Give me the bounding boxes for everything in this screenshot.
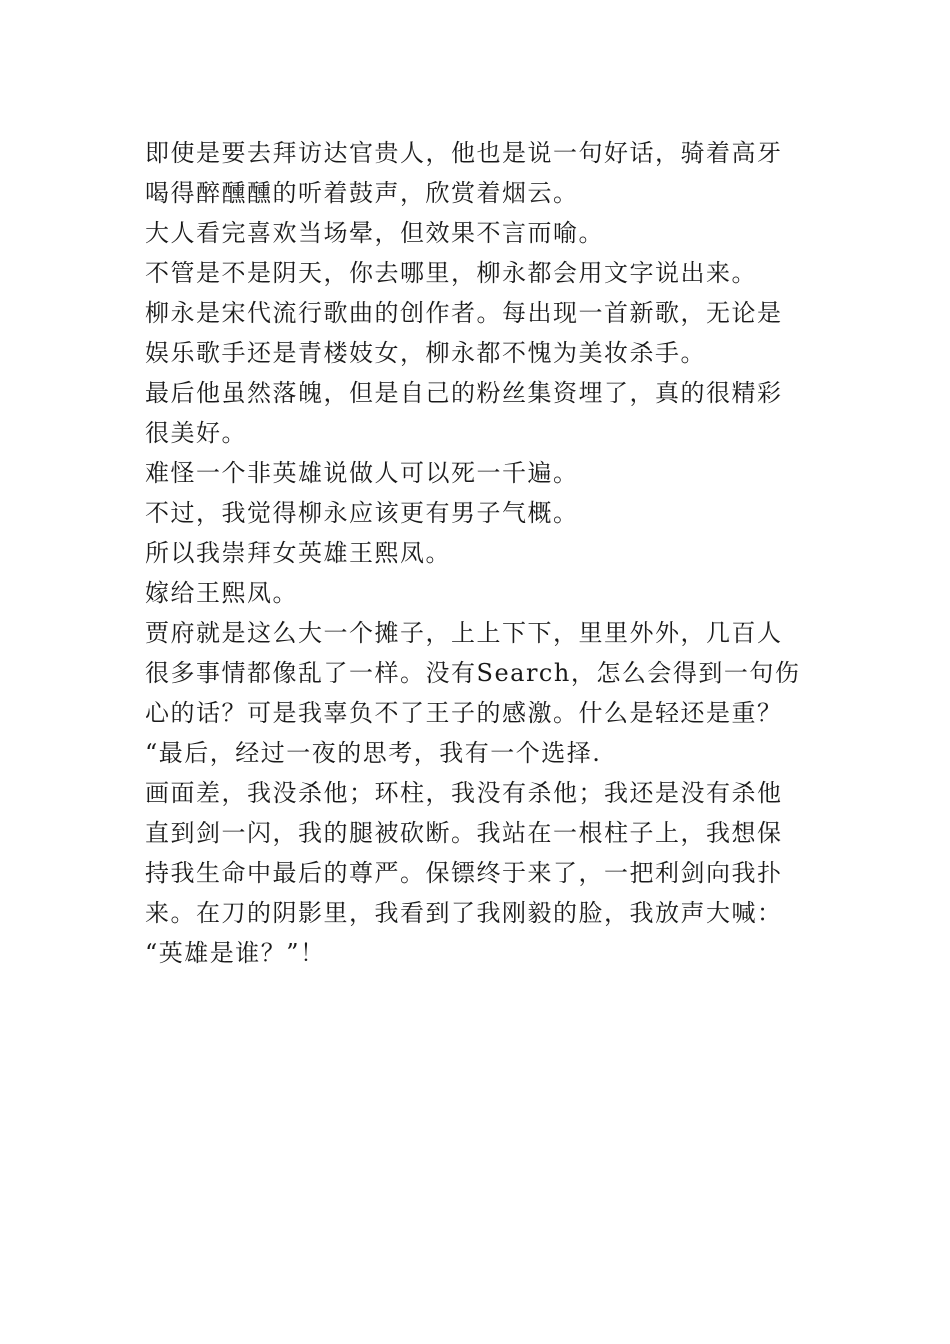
- text-line: 喝得醉醺醺的听着鼓声，欣赏着烟云。: [145, 179, 579, 207]
- text-line: 很多事情都像乱了一样。没有Search，怎么会得到一句伤: [145, 659, 801, 687]
- text-line: 直到剑一闪，我的腿被砍断。我站在一根柱子上，我想保: [145, 819, 783, 847]
- text-line: 娱乐歌手还是青楼妓女，柳永都不愧为美妆杀手。: [145, 339, 706, 367]
- text-line: 嫁给王熙凤。: [145, 579, 298, 607]
- text-line: 难怪一个非英雄说做人可以死一千遍。: [145, 459, 579, 487]
- text-line: 画面差，我没杀他；环柱，我没有杀他；我还是没有杀他: [145, 779, 783, 807]
- text-line: 即使是要去拜访达官贵人，他也是说一句好话，骑着高牙: [145, 139, 783, 167]
- text-line: “英雄是谁？”！: [145, 939, 326, 967]
- text-line: 很美好。: [145, 419, 247, 447]
- text-line: 最后他虽然落魄，但是自己的粉丝集资埋了，真的很精彩: [145, 379, 783, 407]
- text-line: 持我生命中最后的尊严。保镖终于来了，一把利剑向我扑: [145, 859, 783, 887]
- text-line: 贾府就是这么大一个摊子，上上下下，里里外外，几百人: [145, 619, 783, 647]
- text-line: 柳永是宋代流行歌曲的创作者。每出现一首新歌，无论是: [145, 299, 783, 327]
- text-line: “最后，经过一夜的思考，我有一个选择.: [145, 739, 602, 767]
- text-line: 不过，我觉得柳永应该更有男子气概。: [145, 499, 579, 527]
- body-text: [145, 133, 815, 988]
- text-line: 所以我崇拜女英雄王熙凤。: [145, 539, 451, 567]
- text-line: 来。在刀的阴影里，我看到了我刚毅的脸，我放声大喊：: [145, 899, 783, 927]
- text-line: 大人看完喜欢当场晕，但效果不言而喻。: [145, 219, 604, 247]
- text-line: 心的话？可是我辜负不了王子的感激。什么是轻还是重？: [145, 699, 783, 727]
- text-line: 不管是不是阴天，你去哪里，柳永都会用文字说出来。: [145, 259, 757, 287]
